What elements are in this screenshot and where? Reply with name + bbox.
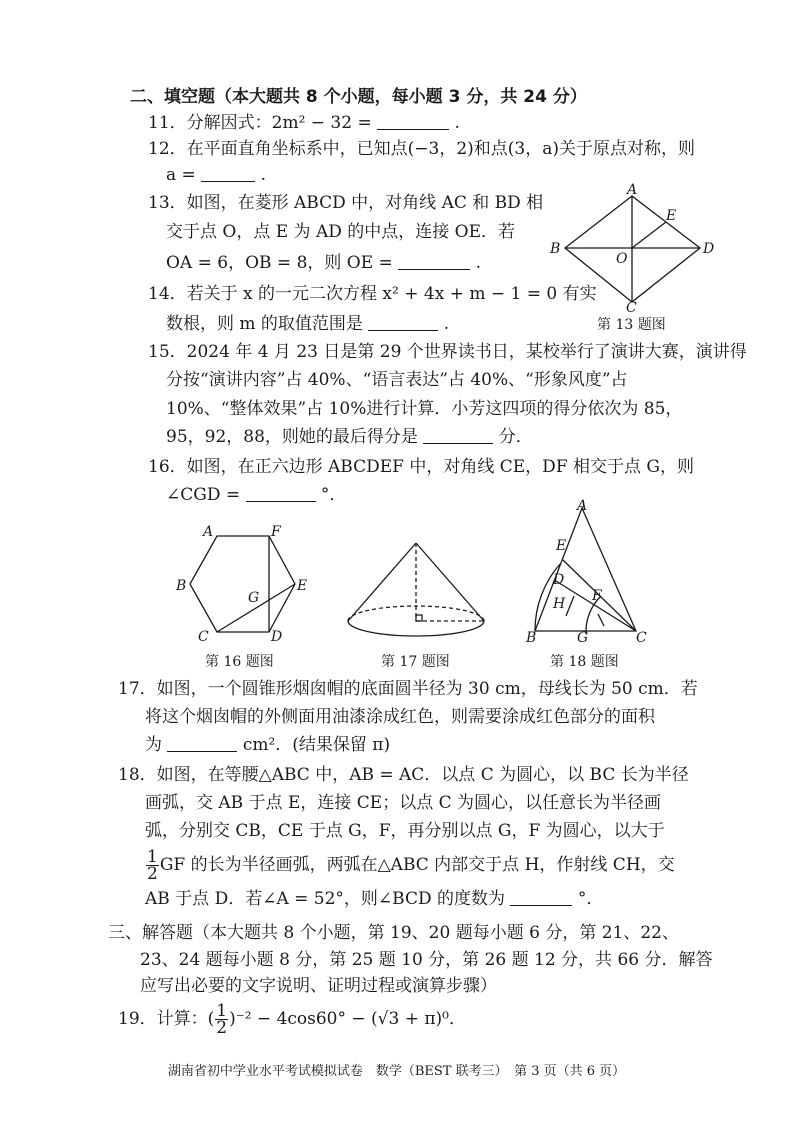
hexagon-outline [190,536,295,632]
fraction-numerator: 1 [147,847,158,867]
question-17-line1: 17．如图，一个圆锥形烟囱帽的底面圆半径为 30 cm，母线长为 50 cm．若 [118,679,698,699]
label-b: B [176,578,187,594]
label-c: C [626,300,637,312]
answer-blank-11[interactable] [377,113,449,130]
section-3-line1: 三、解答题（本大题共 8 个小题，第 19、20 题每小题 6 分，第 21、22、 [108,923,679,943]
question-19-pre: 19．计算：( [118,1009,215,1029]
question-18-line4-text: GF 的长为半径画弧，两弧在△ABC 内部交于点 H，作射线 CH，交 [159,855,675,875]
question-14-line1: 14．若关于 x 的一元二次方程 x² + 4x + m − 1 = 0 有实 [148,284,597,304]
question-12-var: a = [166,165,196,185]
question-19-post: )⁻² − 4cos60° − (√3 + π)⁰． [229,1009,466,1029]
answer-blank-18[interactable] [510,889,572,906]
answer-blank-14[interactable] [368,314,438,331]
arc-mark-g [598,614,604,626]
label-a: A [203,524,214,540]
fraction-one-half [215,1003,228,1036]
question-15-line1: 15．2024 年 4 月 23 日是第 29 个世界读书日，某校举行了演讲大赛，演讲得 [148,342,747,362]
question-19 [118,1001,466,1037]
question-14-end: . [443,314,450,334]
question-17-post: cm²．(结果保留 π) [242,735,391,755]
question-14-text: 数根，则 m 的取值范围是 [166,314,363,334]
question-17-line2: 将这个烟囱帽的外侧面用油漆涂成红色，则需要涂成红色部分的面积 [145,707,655,727]
question-18-line3: 弧，分别交 CB，CE 于点 G，F，再分别以点 G，F 为圆心，以大于 [145,821,665,841]
answer-blank-16[interactable] [246,485,316,502]
question-16-end: °． [320,485,347,505]
page-footer: 湖南省初中学业水平考试模拟试卷 数学（BEST 联考三） 第 3 页（共 6 页） [167,1064,626,1079]
question-11-end: . [454,113,460,133]
label-d: D [271,629,283,645]
fraction-numerator: 1 [216,1001,228,1021]
segment-oe [632,222,666,248]
label-g: G [577,630,589,646]
label-c: C [636,630,647,646]
right-angle-mark [416,615,422,621]
arc-mark-h [566,596,574,616]
question-13-line1: 13．如图，在菱形 ABCD 中，对角线 AC 和 BD 相 [148,193,544,213]
fraction-one-half [146,849,159,882]
question-18-line4 [145,847,675,883]
fraction-denominator: 2 [147,864,158,884]
question-15-end: 分． [498,427,533,447]
question-18-line1: 18．如图，在等腰△ABC 中，AB = AC．以点 C 为圆心，以 BC 长为半径 [118,765,689,785]
answer-blank-15[interactable] [423,427,493,444]
question-18-line2: 画弧，交 AB 于点 E，连接 CE；以点 C 为圆心，以任意长为半径画 [145,793,662,813]
label-e: E [666,208,677,224]
section-3-line3: 应写出必要的文字说明、证明过程或演算步骤） [140,976,497,996]
question-12-line1: 12．在平面直角坐标系中，已知点(−3，2)和点(3，a)关于原点对称，则 [148,139,695,159]
label-d: D [553,572,565,588]
question-18-text: AB 于点 D．若∠A = 52°，则∠BCD 的度数为 [145,889,506,909]
label-h: H [553,596,566,612]
figure-16-caption: 第 16 题图 [205,654,274,670]
label-b: B [526,630,537,646]
label-e: E [556,538,567,554]
label-g: G [248,590,260,606]
triangle-abc [535,508,636,631]
figure-17-cone [340,535,490,650]
question-18-line5 [145,888,603,910]
question-11-text: 11．分解因式：2m² − 32 = [148,113,372,133]
label-a: A [577,498,588,514]
question-15-text: 95，92，88，则她的最后得分是 [166,427,418,447]
figure-18-triangle [520,498,655,650]
question-15-line3: 10%、“整体效果”占 10%进行计算．小芳这四项的得分依次为 85， [166,399,683,419]
question-15-line2: 分按“演讲内容”占 40%、“语言表达”占 40%、“形象风度”占 [166,370,628,390]
question-15-line4 [166,426,533,448]
question-16-line2 [166,484,346,506]
question-14-line2 [166,313,449,335]
question-18-end: °． [577,889,604,909]
question-11 [148,112,460,134]
question-16-text: ∠CGD = [166,485,241,505]
label-c: C [198,629,209,645]
question-13-end: . [475,253,481,273]
label-e: E [297,578,308,594]
question-13-line2: 交于点 O，点 E 为 AD 的中点，连接 OE．若 [166,222,516,242]
cone-right-slant [416,543,484,621]
cone-base-front-arc [348,621,484,636]
question-13-given: OA = 6，OB = 8，则 OE = [166,253,393,273]
fraction-denominator: 2 [216,1018,228,1038]
question-17-line3 [145,734,390,756]
answer-blank-13[interactable] [398,253,470,270]
question-12-line2 [166,164,266,186]
figure-17-caption: 第 17 题图 [381,654,450,670]
label-d: D [703,241,715,257]
question-16-line1: 16．如图，在正六边形 ABCDEF 中，对角线 CE，DF 相交于点 G，则 [148,457,694,477]
label-f: F [271,524,281,540]
cone-left-slant [348,543,416,621]
question-12-end: . [260,165,267,185]
label-o: O [616,251,628,267]
figure-13-caption: 第 13 题图 [597,317,666,333]
section-2-heading: 二、填空题（本大题共 8 个小题，每小题 3 分，共 24 分） [130,87,587,107]
section-3-line2: 23、24 题每小题 8 分，第 25 题 10 分，第 26 题 12 分，共 66 分．解答 [140,950,713,970]
answer-blank-17[interactable] [167,735,237,752]
question-13-line3 [166,252,481,274]
question-17-pre: 为 [145,735,162,755]
label-a: A [627,182,638,198]
figure-16-hexagon [170,520,320,650]
figure-18-caption: 第 18 题图 [550,654,619,670]
label-b: B [550,241,561,257]
answer-blank-12[interactable] [201,165,255,182]
label-f: F [592,588,602,604]
